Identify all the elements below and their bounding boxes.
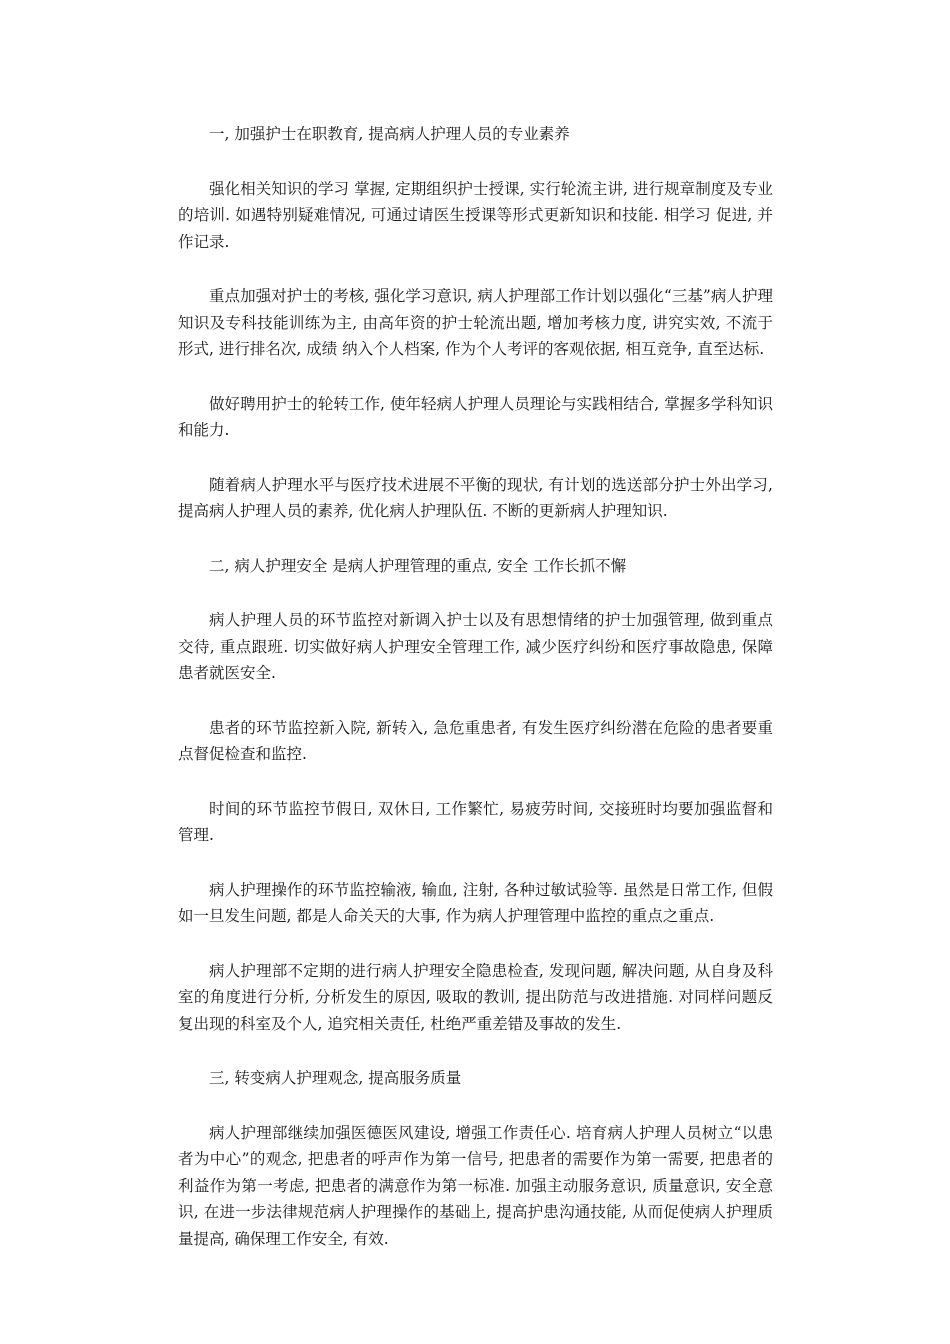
document-body [178, 121, 773, 1280]
paragraph-1-4: 随着病人护理水平与医疗技术进展不平衡的现状, 有计划的选送部分护士外出学习, 提高病人护理人员的素养, 优化病人护理队伍. 不断的更新病人护理知识. [178, 475, 773, 520]
paragraph-2-2: 患者的环节监控新入院, 新转入, 急危重患者, 有发生医疗纠纷潜在危险的患者要重点督促检查和监控. [178, 718, 773, 763]
paragraph-1-1: 强化相关知识的学习 掌握, 定期组织护士授课, 实行轮流主讲, 进行规章制度及专业的培训. 如遇特别疑难情况, 可通过请医生授课等形式更新知识和技能. 相学习 促进, 并作记录. [178, 179, 773, 251]
section-heading-2: 二, 病人护理安全 是病人护理管理的重点, 安全 工作长抓不懈 [209, 556, 627, 575]
paragraph-1-2: 重点加强对护士的考核, 强化学习意识, 病人护理部工作计划以强化“三基”病人护理知识及专科技能训练为主, 由高年资的护士轮流出题, 增加考核力度, 讲究实效, 不流于形式, 进行排名次, 成绩 纳入个人档案, 作为个人考评的客观依据, 相互竞争, 直至达标. [178, 287, 773, 358]
section-heading-3: 三, 转变病人护理观念, 提高服务质量 [209, 1069, 462, 1087]
paragraph-3-1: 病人护理部继续加强医德医风建设, 增强工作责任心. 培育病人护理人员树立“以患者为中心”的观念, 把患者的呼声作为第一信号, 把患者的需要作为第一需要, 把患者的利益作为第一考虑, 把患者的满意作为第一标准. 加强主动服务意识, 质量意识, 安全意识, 在进一步法律规范病人护理操作的基础上, 提高护患沟通技能, 从而促使病人护理质量提高, 确保理工作安全, 有效. [178, 1123, 773, 1248]
section-heading-1: 一, 加强护士在职教育, 提高病人护理人员的专业素养 [209, 125, 570, 143]
paragraph-2-4: 病人护理操作的环节监控输液, 输血, 注射, 各种过敏试验等. 虽然是日常工作, 但假如一旦发生问题, 都是人命关天的大事, 作为病人护理管理中监控的重点之重点. [178, 880, 773, 925]
paragraph-2-5: 病人护理部不定期的进行病人护理安全隐患检查, 发现问题, 解决问题, 从自身及科室的角度进行分析, 分析发生的原因, 吸取的教训, 提出防范与改进措施. 对同样问题反复出现的科室及个人, 追究相关责任, 杜绝严重差错及事故的发生. [178, 961, 773, 1033]
paragraph-2-1: 病人护理人员的环节监控对新调入护士以及有思想情绪的护士加强管理, 做到重点交待, 重点跟班. 切实做好病人护理安全管理工作, 减少医疗纠纷和医疗事故隐患, 保障患者就医安全. [178, 611, 773, 682]
paragraph-1-3: 做好聘用护士的轮转工作, 使年轻病人护理人员理论与实践相结合, 掌握多学科知识和能力. [178, 394, 773, 439]
paragraph-2-3: 时间的环节监控节假日, 双休日, 工作繁忙, 易疲劳时间, 交接班时均要加强监督和管理. [178, 799, 773, 844]
